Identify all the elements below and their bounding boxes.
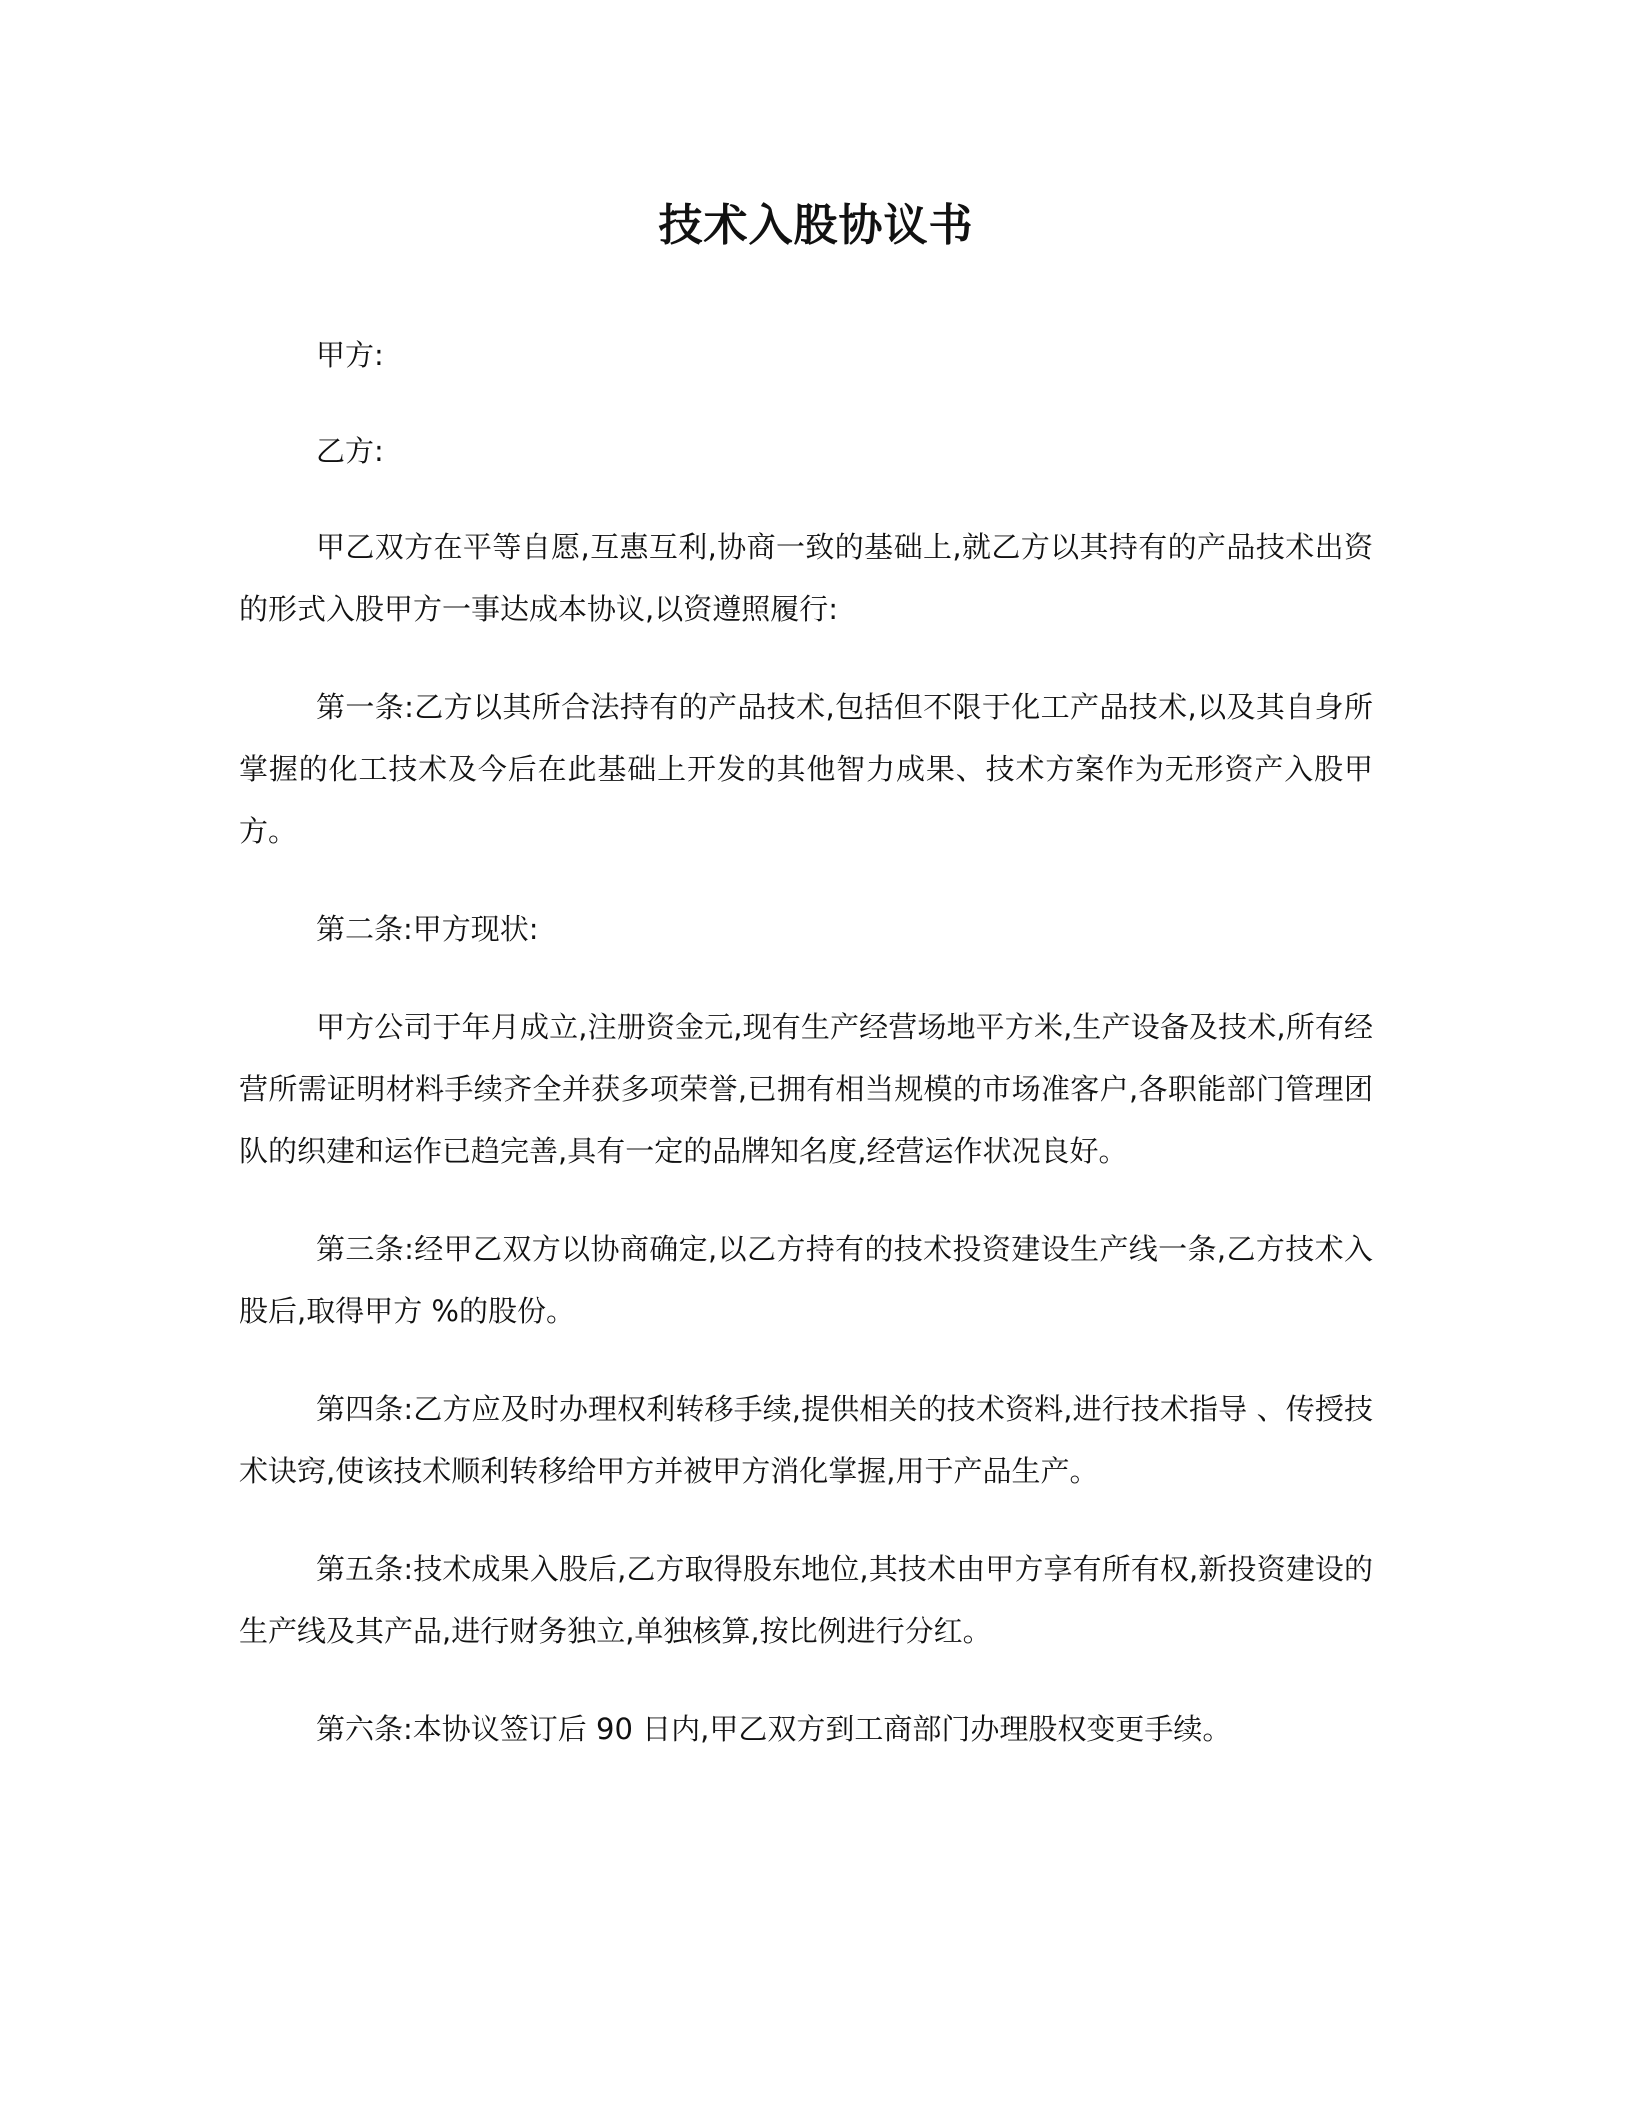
article-6: 第六条:本协议签订后 90 日内,甲乙双方到工商部门办理股权变更手续。 <box>316 1712 1232 1746</box>
document-body <box>239 324 1373 1796</box>
article-1: 第一条:乙方以其所合法持有的产品技术,包括但不限于化工产品技术,以及其自身所掌握的化工技术及今后在此基础上开发的其他智力成果、技术方案作为无形资产入股甲方。 <box>239 690 1373 848</box>
article-2-heading: 第二条:甲方现状: <box>316 912 539 946</box>
article-3: 第三条:经甲乙双方以协商确定,以乙方持有的技术投资建设生产线一条,乙方技术入股后,取得甲方 %的股份。 <box>239 1232 1373 1328</box>
party-a-line: 甲方: <box>316 338 384 372</box>
article-4: 第四条:乙方应及时办理权利转移手续,提供相关的技术资料,进行技术指导 、传授技术诀窍,使该技术顺利转移给甲方并被甲方消化掌握,用于产品生产。 <box>239 1392 1373 1488</box>
article-5: 第五条:技术成果入股后,乙方取得股东地位,其技术由甲方享有所有权,新投资建设的生产线及其产品,进行财务独立,单独核算,按比例进行分红。 <box>239 1552 1373 1648</box>
document-title: 技术入股协议书 <box>658 200 974 251</box>
article-2-body: 甲方公司于年月成立,注册资金元,现有生产经营场地平方米,生产设备及技术,所有经营所需证明材料手续齐全并获多项荣誉,已拥有相当规模的市场准客户,各职能部门管理团队的织建和运作已趋完善,具有一定的品牌知名度,经营运作状况良好。 <box>239 1010 1373 1168</box>
intro-paragraph: 甲乙双方在平等自愿,互惠互利,协商一致的基础上,就乙方以其持有的产品技术出资的形式入股甲方一事达成本协议,以资遵照履行: <box>239 530 1373 626</box>
party-b-line: 乙方: <box>316 434 384 468</box>
